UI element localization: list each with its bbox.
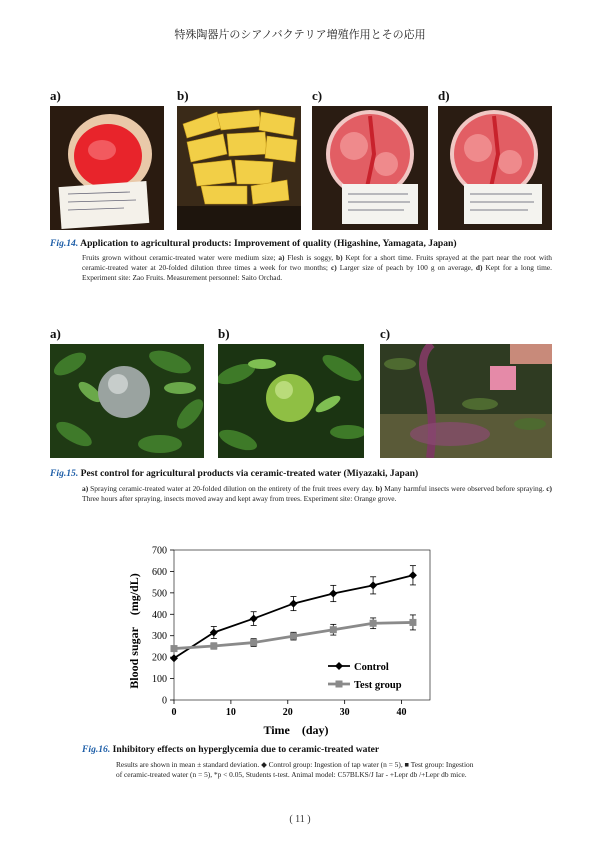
fig14-panel-label-a: a) (50, 88, 61, 103)
fig14-photo-b-sliced-fruit (177, 106, 301, 230)
fig14-photo-d-peach-halves (438, 106, 552, 230)
control-data-point (409, 571, 417, 579)
fig15-number: Fig.15. (50, 468, 79, 479)
y-tick-label: 500 (152, 588, 167, 600)
y-tick-label: 0 (162, 695, 167, 707)
fig15-run: Three hours after spraying, insects moved away and kept away from trees. Experiment site: Orange grove. (82, 494, 397, 503)
plot-area-frame (174, 550, 430, 700)
fig15-run: a) (82, 484, 89, 493)
legend-control-label: Control (354, 662, 389, 673)
y-tick-label: 300 (152, 631, 167, 643)
fig14-photo-a-cut-peach (50, 106, 164, 230)
fig14-panel-label-c: c) (312, 88, 323, 103)
y-tick-label: 400 (152, 609, 167, 621)
fig15-run: c) (546, 484, 553, 493)
fig16-caption-line-2: of ceramic-treated water (n = 5), *p < 0.05, Students t-test. Animal model: C57BLKS/J Iar - +Lepr db /+Lepr db mice. (116, 770, 467, 779)
fig16-caption-title (82, 744, 379, 756)
legend-control-marker (335, 662, 343, 670)
test-group-data-point (409, 619, 416, 626)
fig14-run: Fruits grown without ceramic-treated water were medium size; (82, 253, 279, 262)
fig16-line-chart (120, 538, 440, 738)
y-tick-label: 700 (152, 545, 167, 557)
fig14-run: d) (475, 263, 483, 272)
test-group-data-point (370, 620, 377, 627)
legend-test-label: Test group (354, 680, 402, 691)
control-data-point (289, 600, 297, 608)
fig15-run: b) (375, 484, 383, 493)
fig14-caption-body (82, 253, 552, 283)
fig14-run: Flesh is soggy, (284, 253, 337, 262)
x-tick-label: 10 (225, 707, 236, 718)
fig14-title: Application to agricultural products: Improvement of quality (Higashine, Yamagata, Japan) (80, 238, 457, 249)
fig15-panel-label-c: c) (380, 326, 391, 341)
test-group-data-point (330, 626, 337, 633)
y-axis-label: Blood sugar (mg/dL) (127, 573, 141, 689)
fig16-title: Inhibitory effects on hyperglycemia due to ceramic-treated water (112, 744, 380, 755)
control-data-point (369, 581, 377, 589)
fig14-photo-c-peach-halves (312, 106, 428, 230)
page-number: ( 11 ) (289, 814, 311, 825)
x-tick-label: 30 (339, 707, 350, 718)
x-tick-label: 0 (171, 707, 177, 718)
x-axis-label: Time (day) (263, 723, 329, 737)
test-group-data-point (210, 643, 217, 650)
y-tick-label: 100 (152, 674, 167, 686)
fig14-run: b) (336, 253, 343, 262)
fig16-number: Fig.16. (82, 744, 111, 755)
fig14-run: a) (278, 253, 285, 262)
fig15-panel-label-a: a) (50, 326, 61, 341)
fig14-run: Kept for a long time. Experiment site: Zao Fruits. Measurement personnel: Saito Orchad. (82, 263, 552, 282)
x-tick-label: 20 (282, 707, 293, 718)
fig15-photo-c-spraying (380, 344, 552, 458)
test-group-data-point (290, 633, 297, 640)
fig15-photo-b-clean-orange (218, 344, 364, 458)
test-group-data-point (250, 639, 257, 646)
fig14-run: Kept for a short time. Fruits sprayed at the part near the root with ceramic-treated water at 20-folded dilution three times a week for two months; (82, 253, 552, 272)
legend-test-marker (336, 681, 343, 688)
control-data-point (329, 590, 337, 598)
fig15-panel-label-b: b) (218, 326, 230, 341)
fig14-panel-label-d: d) (438, 88, 450, 103)
fig15-caption-body (82, 484, 552, 504)
fig15-title: Pest control for agricultural products via ceramic-treated water (Miyazaki, Japan) (80, 468, 419, 479)
fig14-run: Larger size of peach by 100 g on average, (336, 263, 476, 272)
fig14-number: Fig.14. (50, 238, 79, 249)
fig14-caption-title (50, 238, 457, 250)
y-tick-label: 600 (152, 566, 167, 578)
test-group-data-point (171, 645, 178, 652)
fig15-run: Many harmful insects were observed before spraying. (382, 484, 547, 493)
fig14-run: c) (330, 263, 337, 272)
fig14-panel-label-b: b) (177, 88, 189, 103)
fig16-caption-line-1: Results are shown in mean ± standard deviation. ◆ Control group: Ingestion of tap water (n = 5), ■ Test group: Ingestion (116, 760, 474, 769)
y-tick-label: 200 (152, 652, 167, 664)
control-data-point (250, 615, 258, 623)
fig15-photo-a-infested-orange (50, 344, 204, 458)
fig15-run: Spraying ceramic-treated water at 20-folded dilution on the entirety of the fruit trees every day. (88, 484, 376, 493)
x-tick-label: 40 (396, 707, 407, 718)
fig15-caption-title (50, 468, 418, 480)
running-header: 特殊陶器片のシアノバクテリア増殖作用とその応用 (174, 29, 426, 41)
